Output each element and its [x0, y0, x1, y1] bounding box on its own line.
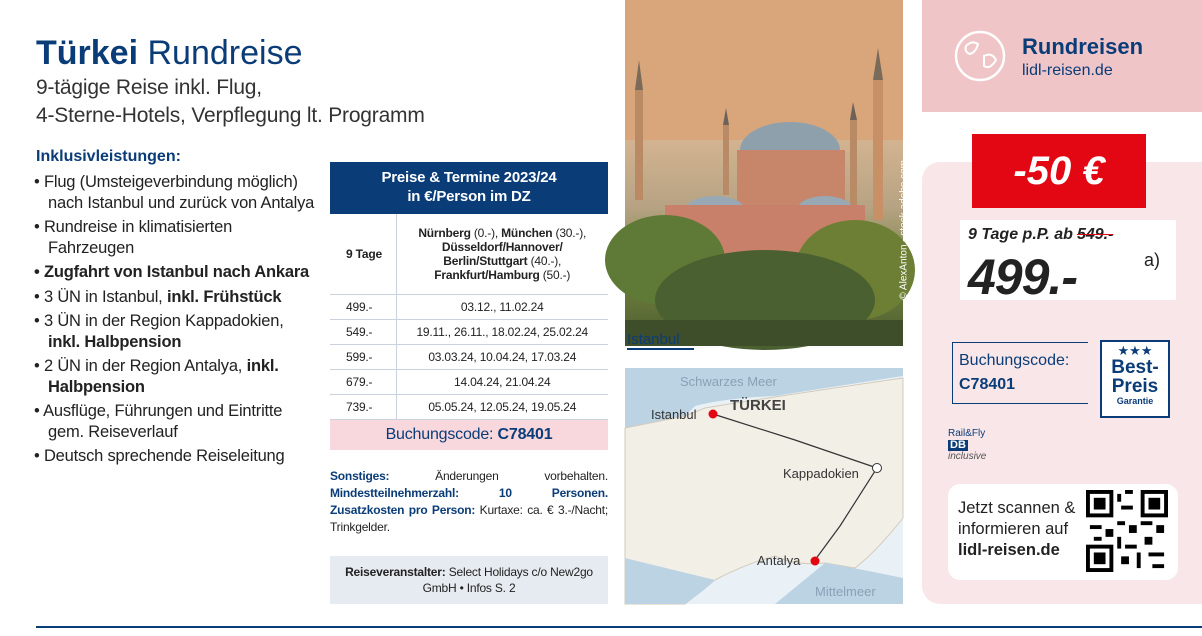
page-title [36, 34, 302, 73]
inclusive-heading: Inklusivleistungen: [36, 148, 181, 165]
table-row [330, 369, 608, 394]
list-item-bold: inkl. Frühstück [166, 287, 282, 306]
airport-price: (30.-), [552, 225, 587, 240]
best-price-badge [1100, 340, 1170, 418]
list-item-text: 2 ÜN in der Region Antalya, [43, 357, 243, 375]
stars-icon: ★★★ [1117, 343, 1153, 358]
map-label-kappadokien: Kappadokien [783, 466, 859, 481]
table-row [330, 344, 608, 369]
old-price: 549.- [1076, 226, 1114, 243]
extra-costs-label: Zusatzkosten pro Person: [330, 503, 476, 517]
subtitle [36, 74, 476, 130]
price-prefix-text: 9 Tage p.P. ab [968, 226, 1073, 243]
tour-operator [330, 556, 608, 604]
railfly-note: inclusive [948, 451, 987, 462]
best-price-guarantee: Garantie [1116, 396, 1154, 406]
list-item [34, 311, 316, 352]
min-participants: Mindestteilnehmerzahl: 10 Personen. [330, 486, 608, 500]
istanbul-marker [709, 410, 718, 419]
brand-url[interactable]: lidl-reisen.de [1022, 62, 1113, 79]
list-item-text: 3 ÜN in der Region Kappadokien, [43, 312, 284, 330]
map-label-north-sea: Schwarzes Meer [680, 374, 777, 389]
current-price: 499.- [968, 249, 1077, 305]
kappadokien-marker [873, 464, 882, 473]
airport: Düsseldorf/Hannover/ Berlin/Stuttgart [441, 239, 563, 268]
airport: Nürnberg [418, 225, 471, 240]
list-item [34, 287, 316, 308]
booking-label: Buchungscode: [385, 425, 494, 443]
airport: Frankfurt/Hamburg [434, 267, 540, 282]
price-prefix [968, 226, 1113, 244]
hagia-sophia-photo [625, 0, 910, 346]
map-label-antalya: Antalya [757, 553, 801, 568]
extra-costs-text: Kurtaxe: ca. € 3.-/Nacht; Trinkgelder. [330, 503, 609, 534]
other-info [330, 468, 608, 536]
price-cell: 679.- [330, 369, 396, 394]
list-item: • Flug (Umsteigeverbindung möglich) nach Istanbul und zurück von Antalya [34, 172, 316, 213]
inclusive-list [34, 172, 316, 471]
table-row [330, 394, 608, 419]
duration-cell: 9 Tage [330, 214, 396, 294]
list-item-bold: inkl. Halbpension [48, 332, 182, 351]
footer-rule [36, 626, 1202, 628]
list-item: • Zugfahrt von Istanbul nach Ankara [34, 262, 316, 283]
price-table [330, 162, 608, 450]
header-line: Preise & Termine 2023/24 [381, 169, 557, 186]
booking-code: C78401 [497, 425, 553, 443]
title-rest: Rundreise [147, 34, 303, 72]
dates-cell: 03.03.24, 10.04.24, 17.03.24 [396, 344, 608, 369]
list-item: • Rundreise in klimatisierten Fahrzeugen [34, 217, 316, 258]
title-country: Türkei [36, 34, 139, 72]
dates-cell: 03.12., 11.02.24 [396, 294, 608, 319]
price-cell: 499.- [330, 294, 396, 319]
booking-code-box [952, 342, 1088, 404]
price-cell: 549.- [330, 319, 396, 344]
table-row [330, 294, 608, 319]
qr-code-icon[interactable] [1086, 490, 1168, 572]
dates-cell: 19.11., 26.11., 18.02.24, 25.02.24 [396, 319, 608, 344]
airport: München [501, 225, 553, 240]
price-cell: 739.- [330, 394, 396, 419]
booking-code-row [330, 420, 608, 450]
scan-text [958, 498, 1075, 561]
scan-line: informieren auf [958, 520, 1069, 538]
rail-and-fly [948, 428, 986, 462]
list-item [34, 356, 316, 397]
best-price-line: Best- [1111, 357, 1159, 378]
price-footnote: a) [1143, 250, 1160, 270]
antalya-marker [811, 557, 820, 566]
best-price-line: Preis [1111, 376, 1159, 397]
map-label-south-sea: Mittelmeer [815, 584, 876, 599]
booking-code-label: Buchungscode: [959, 352, 1070, 369]
subtitle-line: 9-tägige Reise inkl. Flug, [36, 76, 262, 99]
table-row [330, 214, 608, 294]
photo-illustration [625, 0, 903, 346]
discount-badge: -50 € [972, 134, 1146, 208]
globe-icon [950, 26, 1010, 86]
subtitle-line: 4-Sterne-Hotels, Verpflegung lt. Programm [36, 104, 425, 127]
price-cell: 599.- [330, 344, 396, 369]
table-row [330, 319, 608, 344]
brand-panel [922, 0, 1202, 112]
map-label-country: TÜRKEI [730, 397, 786, 414]
airports-cell [396, 214, 608, 294]
list-item-bold: inkl. Halbpension [48, 357, 279, 396]
airport-price: (0.-), [470, 225, 502, 240]
price-box [960, 220, 1176, 305]
scan-line: Jetzt scannen & [958, 499, 1076, 517]
dates-cell: 05.05.24, 12.05.24, 19.05.24 [396, 394, 608, 419]
list-item-text: 3 ÜN in Istanbul, [43, 287, 163, 306]
brand-title: Rundreisen [1022, 34, 1144, 59]
route-map [625, 368, 903, 604]
airport-price: (50.-) [539, 267, 571, 282]
header-line: in €/Person im DZ [407, 188, 531, 205]
price-table-header [330, 162, 608, 214]
list-item: • Ausflüge, Führungen und Eintritte gem. Reiseverlauf [34, 401, 316, 442]
db-logo-icon: DB [950, 439, 966, 451]
map-label-istanbul: Istanbul [651, 407, 697, 422]
airport-price: (40.-), [527, 253, 562, 268]
price-grid [330, 214, 608, 420]
photo-credit: © AlexAnton - stock.adobe.com [899, 160, 910, 300]
operator-label: Reiseveranstalter: [345, 565, 446, 579]
booking-code-value: C78401 [959, 376, 1016, 393]
other-text: Änderungen vorbehalten. [389, 469, 608, 483]
photo-caption: Istanbul [627, 331, 694, 350]
list-item: • Deutsch sprechende Reiseleitung [34, 446, 316, 467]
railfly-label: Rail&Fly [948, 428, 986, 439]
other-label: Sonstiges: [330, 469, 390, 483]
dates-cell: 14.04.24, 21.04.24 [396, 369, 608, 394]
map-svg [625, 368, 903, 604]
operator-text: Select Holidays c/o New2go GmbH • Infos S. 2 [422, 565, 593, 595]
scan-url[interactable]: lidl-reisen.de [958, 541, 1060, 559]
